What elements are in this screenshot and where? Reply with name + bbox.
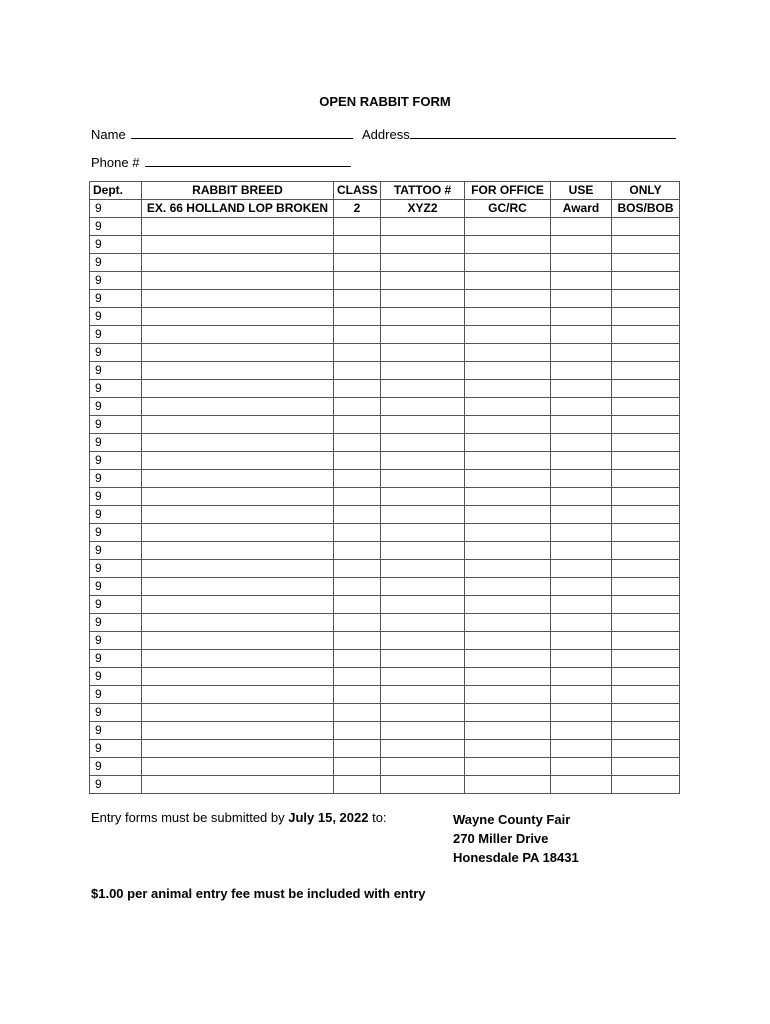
row-tattoo[interactable]	[381, 452, 465, 470]
row-breed[interactable]	[142, 668, 334, 686]
row-dept: 9	[90, 650, 142, 668]
row-breed[interactable]	[142, 380, 334, 398]
row-breed[interactable]	[142, 560, 334, 578]
row-office[interactable]	[465, 542, 551, 560]
row-only[interactable]	[612, 758, 680, 776]
row-use[interactable]	[551, 542, 612, 560]
row-breed[interactable]	[142, 272, 334, 290]
table-row	[90, 218, 680, 236]
row-only[interactable]	[612, 326, 680, 344]
row-only[interactable]	[612, 596, 680, 614]
table-row	[90, 614, 680, 632]
row-tattoo[interactable]	[381, 650, 465, 668]
row-dept: 9	[90, 614, 142, 632]
row-class[interactable]	[334, 740, 381, 758]
row-class[interactable]	[334, 524, 381, 542]
row-class[interactable]	[334, 362, 381, 380]
row-use[interactable]	[551, 218, 612, 236]
row-tattoo[interactable]	[381, 218, 465, 236]
row-use[interactable]	[551, 254, 612, 272]
row-only[interactable]	[612, 380, 680, 398]
address-blank[interactable]	[410, 125, 676, 139]
row-breed[interactable]	[142, 434, 334, 452]
header-use: USE	[551, 182, 612, 200]
table-row	[90, 686, 680, 704]
row-class[interactable]	[334, 290, 381, 308]
row-tattoo[interactable]	[381, 776, 465, 794]
row-dept: 9	[90, 560, 142, 578]
table-row	[90, 434, 680, 452]
row-class[interactable]	[334, 614, 381, 632]
row-dept: 9	[90, 596, 142, 614]
row-office[interactable]	[465, 614, 551, 632]
row-use[interactable]	[551, 668, 612, 686]
sample-only: BOS/BOB	[612, 200, 680, 218]
page-title: OPEN RABBIT FORM	[319, 94, 451, 109]
row-class[interactable]	[334, 344, 381, 362]
row-use[interactable]	[551, 524, 612, 542]
row-dept: 9	[90, 506, 142, 524]
row-office[interactable]	[465, 488, 551, 506]
row-breed[interactable]	[142, 308, 334, 326]
row-office[interactable]	[465, 344, 551, 362]
row-office[interactable]	[465, 740, 551, 758]
row-class[interactable]	[334, 236, 381, 254]
row-class[interactable]	[334, 686, 381, 704]
row-breed[interactable]	[142, 614, 334, 632]
row-class[interactable]	[334, 272, 381, 290]
row-class[interactable]	[334, 416, 381, 434]
row-tattoo[interactable]	[381, 326, 465, 344]
row-office[interactable]	[465, 380, 551, 398]
row-breed[interactable]	[142, 254, 334, 272]
row-class[interactable]	[334, 758, 381, 776]
row-breed[interactable]	[142, 596, 334, 614]
row-tattoo[interactable]	[381, 704, 465, 722]
table-row	[90, 362, 680, 380]
row-office[interactable]	[465, 236, 551, 254]
row-only[interactable]	[612, 398, 680, 416]
row-use[interactable]	[551, 416, 612, 434]
row-dept: 9	[90, 452, 142, 470]
row-use[interactable]	[551, 344, 612, 362]
row-dept: 9	[90, 434, 142, 452]
row-office[interactable]	[465, 686, 551, 704]
row-use[interactable]	[551, 398, 612, 416]
table-row	[90, 542, 680, 560]
row-office[interactable]	[465, 362, 551, 380]
row-dept: 9	[90, 740, 142, 758]
row-class[interactable]	[334, 218, 381, 236]
row-only[interactable]	[612, 668, 680, 686]
row-tattoo[interactable]	[381, 398, 465, 416]
row-only[interactable]	[612, 308, 680, 326]
row-breed[interactable]	[142, 362, 334, 380]
table-row	[90, 470, 680, 488]
row-class[interactable]	[334, 308, 381, 326]
sample-breed: EX. 66 HOLLAND LOP BROKEN	[142, 200, 334, 218]
row-dept: 9	[90, 290, 142, 308]
sample-office: GC/RC	[465, 200, 551, 218]
row-class[interactable]	[334, 596, 381, 614]
row-breed[interactable]	[142, 542, 334, 560]
row-dept: 9	[90, 398, 142, 416]
table-row	[90, 524, 680, 542]
row-office[interactable]	[465, 416, 551, 434]
row-breed[interactable]	[142, 470, 334, 488]
header-for-office: FOR OFFICE	[465, 182, 551, 200]
row-tattoo[interactable]	[381, 488, 465, 506]
row-dept: 9	[90, 722, 142, 740]
table-row	[90, 578, 680, 596]
row-class[interactable]	[334, 326, 381, 344]
row-office[interactable]	[465, 326, 551, 344]
row-only[interactable]	[612, 578, 680, 596]
row-class[interactable]	[334, 650, 381, 668]
row-use[interactable]	[551, 308, 612, 326]
address-line-2: 270 Miller Drive	[453, 831, 549, 846]
row-dept: 9	[90, 524, 142, 542]
row-only[interactable]	[612, 452, 680, 470]
row-only[interactable]	[612, 542, 680, 560]
row-office[interactable]	[465, 506, 551, 524]
phone-label: Phone #	[91, 155, 140, 170]
row-use[interactable]	[551, 704, 612, 722]
row-tattoo[interactable]	[381, 596, 465, 614]
table-row	[90, 254, 680, 272]
row-office[interactable]	[465, 290, 551, 308]
address-line-1: Wayne County Fair	[453, 812, 571, 827]
row-breed[interactable]	[142, 344, 334, 362]
row-use[interactable]	[551, 650, 612, 668]
row-office[interactable]	[465, 452, 551, 470]
row-dept: 9	[90, 578, 142, 596]
address-field[interactable]	[362, 125, 676, 142]
row-use[interactable]	[551, 578, 612, 596]
row-tattoo[interactable]	[381, 758, 465, 776]
row-dept: 9	[90, 542, 142, 560]
submit-suffix: to:	[368, 810, 387, 825]
row-breed[interactable]	[142, 722, 334, 740]
row-only[interactable]	[612, 272, 680, 290]
row-only[interactable]	[612, 416, 680, 434]
row-office[interactable]	[465, 776, 551, 794]
row-use[interactable]	[551, 614, 612, 632]
row-use[interactable]	[551, 560, 612, 578]
row-breed[interactable]	[142, 776, 334, 794]
row-use[interactable]	[551, 506, 612, 524]
row-breed[interactable]	[142, 740, 334, 758]
row-class[interactable]	[334, 722, 381, 740]
row-only[interactable]	[612, 632, 680, 650]
row-breed[interactable]	[142, 290, 334, 308]
row-only[interactable]	[612, 362, 680, 380]
row-use[interactable]	[551, 686, 612, 704]
row-dept: 9	[90, 758, 142, 776]
row-use[interactable]	[551, 236, 612, 254]
table-row	[90, 308, 680, 326]
table-row	[90, 668, 680, 686]
row-tattoo[interactable]	[381, 272, 465, 290]
row-dept: 9	[90, 704, 142, 722]
row-use[interactable]	[551, 740, 612, 758]
row-tattoo[interactable]	[381, 524, 465, 542]
row-class[interactable]	[334, 254, 381, 272]
fee-note: $1.00 per animal entry fee must be included with entry	[91, 886, 426, 901]
phone-blank[interactable]	[145, 153, 351, 167]
row-class[interactable]	[334, 776, 381, 794]
name-label: Name	[91, 127, 126, 142]
row-tattoo[interactable]	[381, 578, 465, 596]
row-tattoo[interactable]	[381, 614, 465, 632]
row-office[interactable]	[465, 722, 551, 740]
row-breed[interactable]	[142, 686, 334, 704]
row-only[interactable]	[612, 344, 680, 362]
row-office[interactable]	[465, 578, 551, 596]
table-row	[90, 560, 680, 578]
submit-date: July 15, 2022	[288, 810, 369, 825]
row-tattoo[interactable]	[381, 362, 465, 380]
row-office[interactable]	[465, 758, 551, 776]
row-use[interactable]	[551, 758, 612, 776]
row-breed[interactable]	[142, 326, 334, 344]
row-tattoo[interactable]	[381, 740, 465, 758]
row-office[interactable]	[465, 398, 551, 416]
row-use[interactable]	[551, 596, 612, 614]
row-breed[interactable]	[142, 416, 334, 434]
row-use[interactable]	[551, 380, 612, 398]
row-use[interactable]	[551, 722, 612, 740]
entry-table	[89, 181, 680, 794]
row-tattoo[interactable]	[381, 254, 465, 272]
row-office[interactable]	[465, 308, 551, 326]
row-only[interactable]	[612, 254, 680, 272]
row-use[interactable]	[551, 272, 612, 290]
row-office[interactable]	[465, 704, 551, 722]
table-row	[90, 488, 680, 506]
row-office[interactable]	[465, 254, 551, 272]
row-tattoo[interactable]	[381, 722, 465, 740]
row-only[interactable]	[612, 776, 680, 794]
row-breed[interactable]	[142, 632, 334, 650]
row-only[interactable]	[612, 524, 680, 542]
row-tattoo[interactable]	[381, 308, 465, 326]
name-field[interactable]	[91, 125, 353, 142]
row-only[interactable]	[612, 650, 680, 668]
row-dept: 9	[90, 488, 142, 506]
header-only: ONLY	[612, 182, 680, 200]
table-row	[90, 236, 680, 254]
row-dept: 9	[90, 326, 142, 344]
row-breed[interactable]	[142, 704, 334, 722]
row-dept: 9	[90, 632, 142, 650]
row-class[interactable]	[334, 398, 381, 416]
row-class[interactable]	[334, 488, 381, 506]
submit-instructions	[91, 810, 387, 825]
row-only[interactable]	[612, 434, 680, 452]
row-tattoo[interactable]	[381, 434, 465, 452]
table-row	[90, 326, 680, 344]
row-dept: 9	[90, 308, 142, 326]
mailing-address	[453, 810, 579, 867]
table-row	[90, 380, 680, 398]
row-breed[interactable]	[142, 398, 334, 416]
submit-prefix: Entry forms must be submitted by	[91, 810, 289, 825]
header-tattoo: TATTOO #	[381, 182, 465, 200]
table-row	[90, 416, 680, 434]
row-tattoo[interactable]	[381, 686, 465, 704]
row-only[interactable]	[612, 740, 680, 758]
row-dept: 9	[90, 416, 142, 434]
row-breed[interactable]	[142, 524, 334, 542]
table-row	[90, 506, 680, 524]
row-office[interactable]	[465, 434, 551, 452]
row-class[interactable]	[334, 704, 381, 722]
row-class[interactable]	[334, 470, 381, 488]
row-only[interactable]	[612, 470, 680, 488]
row-use[interactable]	[551, 326, 612, 344]
row-class[interactable]	[334, 560, 381, 578]
row-use[interactable]	[551, 290, 612, 308]
table-row	[90, 596, 680, 614]
row-use[interactable]	[551, 470, 612, 488]
row-breed[interactable]	[142, 650, 334, 668]
row-dept: 9	[90, 344, 142, 362]
table-row	[90, 722, 680, 740]
row-tattoo[interactable]	[381, 470, 465, 488]
row-only[interactable]	[612, 614, 680, 632]
row-tattoo[interactable]	[381, 632, 465, 650]
row-only[interactable]	[612, 722, 680, 740]
address-line-3: Honesdale PA 18431	[453, 850, 579, 865]
table-row	[90, 704, 680, 722]
row-use[interactable]	[551, 488, 612, 506]
row-class[interactable]	[334, 542, 381, 560]
row-use[interactable]	[551, 452, 612, 470]
row-dept: 9	[90, 380, 142, 398]
sample-use: Award	[551, 200, 612, 218]
table-row	[90, 650, 680, 668]
table-row	[90, 452, 680, 470]
phone-field[interactable]	[91, 153, 351, 170]
row-dept: 9	[90, 362, 142, 380]
row-breed[interactable]	[142, 758, 334, 776]
row-class[interactable]	[334, 578, 381, 596]
row-breed[interactable]	[142, 506, 334, 524]
row-breed[interactable]	[142, 578, 334, 596]
header-class: CLASS	[334, 182, 381, 200]
sample-row	[90, 200, 680, 218]
row-tattoo[interactable]	[381, 668, 465, 686]
table-row	[90, 398, 680, 416]
row-breed[interactable]	[142, 218, 334, 236]
row-tattoo[interactable]	[381, 380, 465, 398]
row-dept: 9	[90, 254, 142, 272]
header-dept: Dept.	[90, 182, 142, 200]
row-tattoo[interactable]	[381, 344, 465, 362]
row-class[interactable]	[334, 632, 381, 650]
sample-class: 2	[334, 200, 381, 218]
row-only[interactable]	[612, 218, 680, 236]
row-class[interactable]	[334, 380, 381, 398]
row-only[interactable]	[612, 686, 680, 704]
row-dept: 9	[90, 236, 142, 254]
address-label: Address	[362, 127, 410, 142]
row-office[interactable]	[465, 560, 551, 578]
row-only[interactable]	[612, 506, 680, 524]
table-row	[90, 758, 680, 776]
row-tattoo[interactable]	[381, 506, 465, 524]
row-office[interactable]	[465, 272, 551, 290]
row-tattoo[interactable]	[381, 290, 465, 308]
row-class[interactable]	[334, 452, 381, 470]
row-dept: 9	[90, 686, 142, 704]
row-office[interactable]	[465, 632, 551, 650]
row-breed[interactable]	[142, 488, 334, 506]
row-tattoo[interactable]	[381, 236, 465, 254]
row-dept: 9	[90, 668, 142, 686]
row-use[interactable]	[551, 776, 612, 794]
table-row	[90, 740, 680, 758]
row-dept: 9	[90, 470, 142, 488]
row-use[interactable]	[551, 434, 612, 452]
table-row	[90, 776, 680, 794]
table-row	[90, 344, 680, 362]
name-blank[interactable]	[131, 125, 353, 139]
sample-dept: 9	[90, 200, 142, 218]
row-tattoo[interactable]	[381, 542, 465, 560]
row-office[interactable]	[465, 596, 551, 614]
table-header-row	[90, 182, 680, 200]
row-class[interactable]	[334, 668, 381, 686]
row-only[interactable]	[612, 560, 680, 578]
row-use[interactable]	[551, 632, 612, 650]
row-dept: 9	[90, 218, 142, 236]
row-office[interactable]	[465, 470, 551, 488]
row-office[interactable]	[465, 668, 551, 686]
table-row	[90, 632, 680, 650]
row-dept: 9	[90, 776, 142, 794]
row-only[interactable]	[612, 704, 680, 722]
row-dept: 9	[90, 272, 142, 290]
row-use[interactable]	[551, 362, 612, 380]
row-class[interactable]	[334, 434, 381, 452]
row-tattoo[interactable]	[381, 560, 465, 578]
row-office[interactable]	[465, 524, 551, 542]
row-only[interactable]	[612, 290, 680, 308]
table-row	[90, 272, 680, 290]
row-breed[interactable]	[142, 452, 334, 470]
row-class[interactable]	[334, 506, 381, 524]
row-only[interactable]	[612, 236, 680, 254]
header-breed: RABBIT BREED	[142, 182, 334, 200]
row-office[interactable]	[465, 218, 551, 236]
row-office[interactable]	[465, 650, 551, 668]
row-only[interactable]	[612, 488, 680, 506]
sample-tattoo: XYZ2	[381, 200, 465, 218]
row-tattoo[interactable]	[381, 416, 465, 434]
row-breed[interactable]	[142, 236, 334, 254]
table-row	[90, 290, 680, 308]
